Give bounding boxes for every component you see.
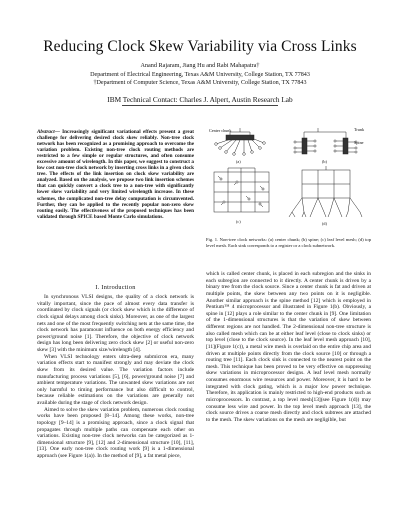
label-c: (c) [236, 219, 241, 224]
label-trunk: Trunk [354, 127, 365, 132]
figure-1 [206, 124, 371, 240]
center-chunk-bar [226, 135, 254, 140]
label-spine: Spine [354, 140, 364, 145]
intro-paragraph: Aimed to solve the skew variation problem, numerous clock routing works have been proposed [8–14]. Among these works, non-tree topology [9–14] is a promising approach, since a clock signal that propagates through multiple paths can compensate each other on variations. Existing non-tree clock networks can be categorized as 1-dimensional structure [9], [12] and 2-dimensional structure [10], [11], [13]. One early non-tree clock routing work [9] is a 1-dimensional approach (see Figure 1(a)). In the method of [9], a fat metal piece, [37, 406, 194, 459]
figure-1-diagram [206, 124, 371, 240]
diagram-top-mesh [289, 166, 362, 217]
diagram-spine [294, 128, 357, 154]
abstract [37, 129, 194, 220]
section-heading-introduction: I. Introduction [95, 284, 136, 291]
label-d: (d) [322, 221, 327, 226]
label-a: (a) [236, 159, 241, 164]
intro-paragraph: which is called center chunk, is placed in each subregion and the sinks in each subregion are connected to it directly. A center chunk is driven by a binary tree from the clock source. Since a center chunk is fat and driven at multiple points, the skew between any two points on it is negligible. Another similar approach is the spine method [12] which is employed in Pentium™ 4 microprocessor and illustrated in Figure 1(b). Obviously, a spine in [12] plays a role similar to the center chunk in [9]. One limitation of the 1-dimensional structures is that the variation of skew between different regions are not handled. The 2-dimensional non-tree structure is also called mesh which can be at either leaf level (close to clock sinks) or top level (close to the clock source). In the leaf level mesh approach [10], [11](Figure 1(c)), a metal wire mesh is overlaid on the entire chip area and driven at multiple points directly from the clock source [10] or through a routing tree [11]. Each clock sink is connected to the nearest point on the mesh. This technique has been proved to be very effective on suppressing skew variations in microprocessor designs. A leaf level mesh normally consumes enormous wire resources and power. Moreover, it is hard to be integrated with clock gating, which is a major low power technique. Therefore, its application is mainly restricted to high-end products such as microprocessors. In contrast, a top level mesh[13](see Figure 1(d)) may consume less wire and power. In the top level mesh approach [13], the clock source drives a coarse mesh directly and clock subtrees are attached to the mesh. The skew variations on the mesh are negligible, but [206, 271, 371, 423]
spine-bar-left [302, 138, 307, 154]
label-b: (b) [322, 159, 327, 164]
label-center-chunk: Center chunk [209, 128, 232, 133]
intro-paragraph: In synchronous VLSI designs, the quality of a clock network is vitally important, since the pace of almost every data transfer is coordinated by clock signals (or clock skew which is the difference of clock signal delays among clock sinks). Moreover, as one of the largest nets and one of the most frequently switching nets at the same time, the clock network has paramount influence on both energy efficiency and power/ground noise [1]. Therefore, the objective of clock network design has long been delivering zero clock skew [2] or useful non-zero skew [3] with the minimum size/wirelength [4]. [37, 294, 194, 353]
technical-contact: IBM Technical Contact: Charles J. Alpert, Austin Research Lab [107, 95, 293, 104]
intro-right-column [206, 271, 371, 423]
intro-paragraph: When VLSI technology enters ultra-deep submicron era, many variation effects start to manifest strongly and may deviate the clock skew from its desired value. The variation factors include manufacturing process variations [5], [6], power/ground noise [7] and ambient temperature variations. The unwanted skew variations are not only harmful to timing performance but also difficult to control, because reliable estimations on the variations are generally not available during the stage of clock network design. [37, 353, 194, 406]
affiliation-cs: †Department of Computer Science, Texas A&M University, College Station, TX 77843 [93, 80, 307, 86]
abstract-text: — Increasingly significant variational effects present a great challenge for delivering desired clock skew reliably. Non-tree clock network has been recognized as a promising approach to overcome the variation problem. Existing non-tree clock routing methods are restricted to a few simple or regular structures, and often consume excessive amount of wirelength. In this paper, we suggest to construct a low cost non-tree clock network by inserting cross links in a given clock tree. The effects of the link insertion on clock skew variability are analyzed. Based on the analysis, we propose two link insertion schemes that can quickly convert a clock tree to a non-tree with significantly lower skew variability and very limited wirelength increase. In these schemes, the complicated non-tree delay computation is circumvented. Further, they can be applied to the recently popular non-zero skew routing easily. The effectiveness of the proposed techniques has been validated through SPICE based Monte Carlo simulations. [37, 129, 194, 220]
figure-1-caption: Fig. 1. Non-tree clock networks: (a) center chunk; (b) spine; (c) leaf level mesh; (d) top level mesh. Each sink corresponds to a register or a clock subnetwork. [206, 237, 371, 248]
author-list: Anand Rajaram, Jiang Hu and Rabi Mahapatra† [140, 62, 260, 69]
affiliation-ee: Department of Electrical Engineering, Texas A&M University, College Station, TX 77843 [90, 72, 310, 78]
intro-left-column [37, 294, 194, 460]
diagram-leaf-mesh [214, 168, 269, 212]
abstract-lead: Abstract [37, 129, 55, 135]
contact-underline [122, 105, 278, 106]
paper-title: Reducing Clock Skew Variability via Cross Links [43, 38, 357, 55]
spine-bar-right [343, 138, 348, 154]
